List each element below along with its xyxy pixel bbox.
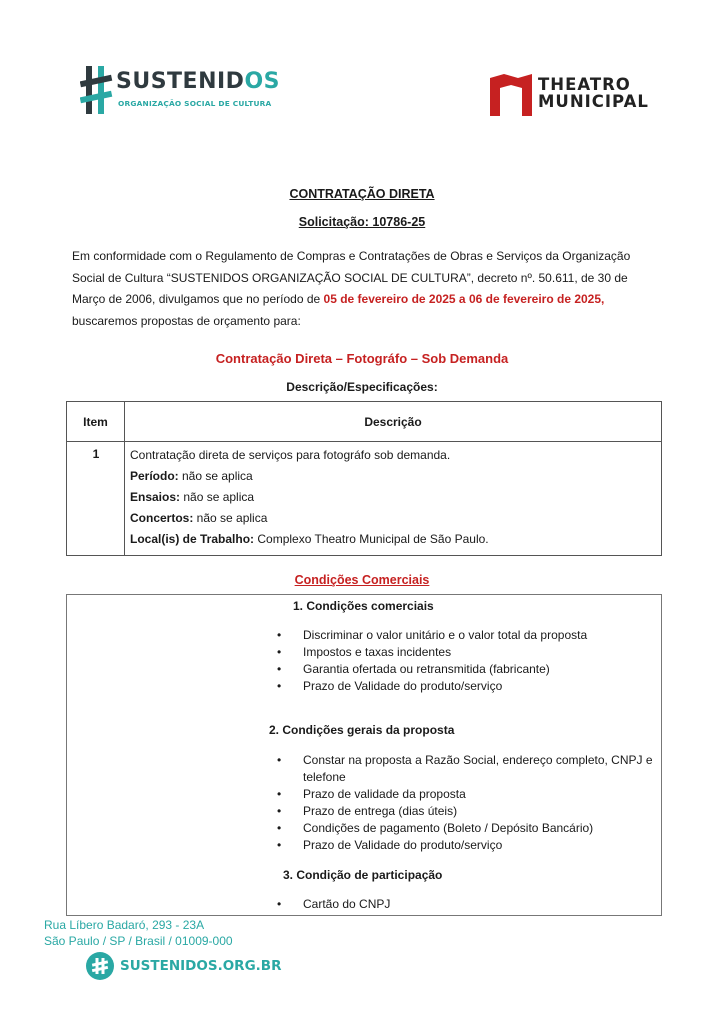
- list-item: • Prazo de Validade do produto/serviço: [277, 678, 661, 695]
- list-item: • Impostos e taxas incidentes: [277, 644, 661, 661]
- item-number: 1: [67, 442, 125, 556]
- section-2-list: [277, 752, 661, 854]
- header-item: Item: [67, 402, 125, 442]
- hashtag-circle-icon: [86, 952, 114, 980]
- description-heading: Descrição/Especificações:: [286, 380, 438, 394]
- field-concertos: Concertos: não se aplica: [130, 511, 268, 525]
- list-item: • Discriminar o valor unitário e o valor total da proposta: [277, 627, 661, 644]
- list-item: • Constar na proposta a Razão Social, endereço completo, CNPJ e telefone: [277, 752, 661, 786]
- section-title-3: 3. Condição de participação: [283, 868, 443, 882]
- section-title-1: 1. Condições comerciais: [293, 599, 434, 613]
- list-item: • Condições de pagamento (Boleto / Depósito Bancário): [277, 820, 661, 837]
- section-1-list: [277, 627, 661, 695]
- field-periodo: Período: não se aplica: [130, 469, 253, 483]
- intro-paragraph: Em conformidade com o Regulamento de Compras e Contratações de Obras e Serviços da Organização Social de Cultura “SUSTENIDOS ORGANIZAÇÃO SOCIAL DE CULTURA”, decreto nº. 50.611, de 30 de Março de 2006, divulgamos que no período de 05 de fevereiro de 2025 a 06 de fevereiro de 2025, buscaremos propostas de orçamento para:: [72, 249, 631, 328]
- section-3-list: [277, 896, 661, 913]
- footer-website[interactable]: [86, 952, 286, 982]
- address-line-1: Rua Líbero Badaró, 293 - 23A: [44, 918, 205, 932]
- sustenidos-logo: [80, 64, 280, 116]
- list-item: • Prazo de entrega (dias úteis): [277, 803, 661, 820]
- list-item: • Cartão do CNPJ: [277, 896, 661, 913]
- item-description: Contratação direta de serviços para fotográfo sob demanda.: [130, 448, 451, 462]
- hashtag-logo-icon: [80, 64, 114, 116]
- service-heading: Contratação Direta – Fotográfo – Sob Demanda: [215, 351, 509, 366]
- list-item: • Prazo de Validade do produto/serviço: [277, 837, 661, 854]
- items-table: [66, 401, 662, 556]
- item-description-cell: [125, 442, 662, 556]
- website-link[interactable]: SUSTENIDOS.ORG.BR: [120, 958, 282, 974]
- request-number: Solicitação: 10786-25: [298, 215, 426, 229]
- list-item: • Garantia ofertada ou retransmitida (fabricante): [277, 661, 661, 678]
- document-title: CONTRATAÇÃO DIRETA: [289, 187, 435, 201]
- theatro-municipal-logo: [490, 72, 660, 118]
- section-title-2: 2. Condições gerais da proposta: [269, 723, 455, 737]
- field-ensaios: Ensaios: não se aplica: [130, 490, 255, 504]
- header-description: Descrição: [125, 402, 662, 442]
- table-header-row: [67, 402, 662, 442]
- address-line-2: São Paulo / SP / Brasil / 01009-000: [44, 934, 233, 948]
- period-dates: 05 de fevereiro de 2025 a 06 de fevereiro de 2025,: [323, 292, 605, 306]
- theatro-wordmark: THEATRO MUNICIPAL: [538, 75, 649, 111]
- sustenidos-wordmark: SUSTENIDOS: [116, 69, 280, 94]
- sustenidos-subtitle: ORGANIZAÇÃO SOCIAL DE CULTURA: [118, 99, 272, 108]
- list-item: • Prazo de validade da proposta: [277, 786, 661, 803]
- theatro-arch-logo-icon: [490, 74, 532, 116]
- table-row: [67, 442, 662, 556]
- conditions-heading: Condições Comerciais: [294, 573, 430, 587]
- conditions-box: [66, 594, 662, 916]
- field-local-trabalho: Local(is) de Trabalho: Complexo Theatro Municipal de São Paulo.: [130, 532, 489, 546]
- footer-address: [44, 917, 233, 949]
